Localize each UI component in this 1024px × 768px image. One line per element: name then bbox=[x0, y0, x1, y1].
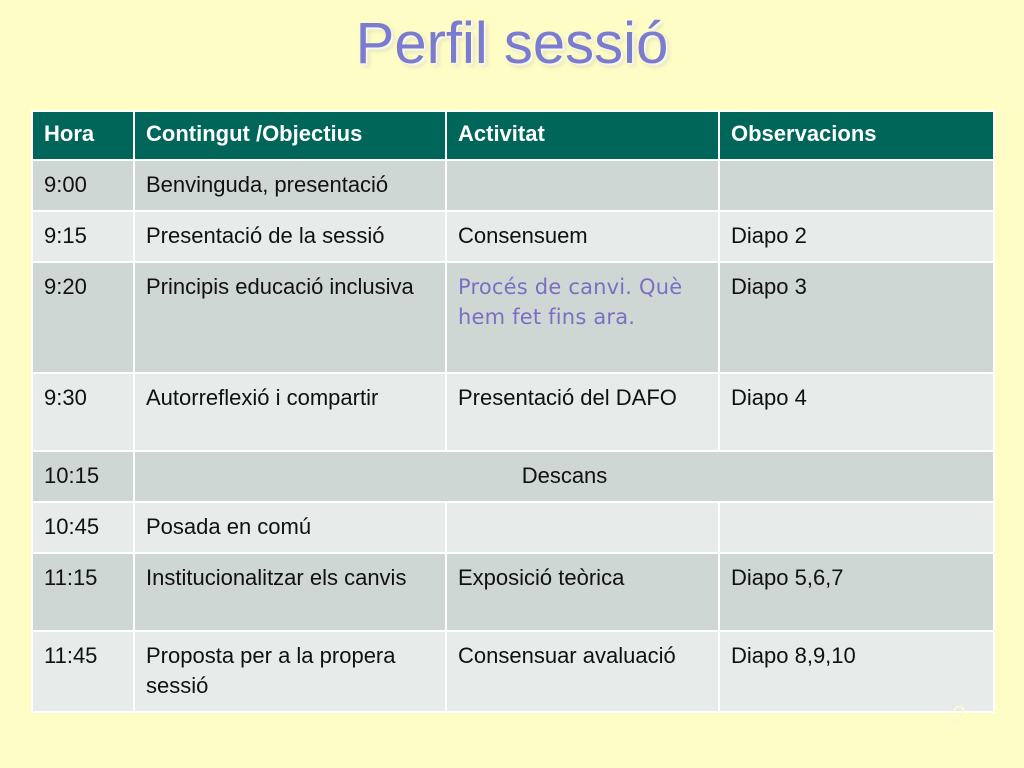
table-row bbox=[32, 373, 994, 451]
cell-contingut: Posada en comú bbox=[134, 502, 446, 553]
table-row bbox=[32, 160, 994, 211]
table-row bbox=[32, 502, 994, 553]
cell-activitat bbox=[446, 502, 719, 553]
table-row bbox=[32, 451, 994, 502]
cell-hora: 10:45 bbox=[32, 502, 134, 553]
cell-hora: 9:20 bbox=[32, 262, 134, 373]
cell-contingut: Autorreflexió i compartir bbox=[134, 373, 446, 451]
session-schedule-table bbox=[31, 110, 995, 713]
table-row bbox=[32, 262, 994, 373]
table-row bbox=[32, 211, 994, 262]
cell-hora: 9:30 bbox=[32, 373, 134, 451]
table-header-row bbox=[32, 111, 994, 160]
cell-observacions bbox=[719, 502, 994, 553]
cell-activitat: Consensuar avaluació bbox=[446, 631, 719, 712]
page-number: 2 bbox=[951, 700, 967, 730]
cell-contingut: Presentació de la sessió bbox=[134, 211, 446, 262]
cell-hora: 11:15 bbox=[32, 553, 134, 631]
cell-observacions: Diapo 8,9,10 bbox=[719, 631, 994, 712]
cell-hora: 9:15 bbox=[32, 211, 134, 262]
cell-observacions: Diapo 2 bbox=[719, 211, 994, 262]
cell-hora: 9:00 bbox=[32, 160, 134, 211]
header-activitat: Activitat bbox=[446, 111, 719, 160]
cell-hora: 10:15 bbox=[32, 451, 134, 502]
cell-activitat: Procés de canvi. Què hem fet fins ara. bbox=[446, 262, 719, 373]
header-hora: Hora bbox=[32, 111, 134, 160]
cell-contingut: Institucionalitzar els canvis bbox=[134, 553, 446, 631]
cell-contingut: Proposta per a la propera sessió bbox=[134, 631, 446, 712]
cell-observacions: Diapo 5,6,7 bbox=[719, 553, 994, 631]
cell-hora: 11:45 bbox=[32, 631, 134, 712]
cell-observacions: Diapo 3 bbox=[719, 262, 994, 373]
cell-contingut: Benvinguda, presentació bbox=[134, 160, 446, 211]
header-observacions: Observacions bbox=[719, 111, 994, 160]
cell-merged-break: Descans bbox=[134, 451, 994, 502]
cell-activitat: Consensuem bbox=[446, 211, 719, 262]
cell-observacions: Diapo 4 bbox=[719, 373, 994, 451]
table-row bbox=[32, 553, 994, 631]
cell-activitat: Presentació del DAFO bbox=[446, 373, 719, 451]
cell-contingut: Principis educació inclusiva bbox=[134, 262, 446, 373]
cell-activitat: Exposició teòrica bbox=[446, 553, 719, 631]
table-row bbox=[32, 631, 994, 712]
cell-observacions bbox=[719, 160, 994, 211]
slide-title: Perfil sessió bbox=[355, 11, 669, 76]
header-contingut: Contingut /Objectius bbox=[134, 111, 446, 160]
cell-activitat bbox=[446, 160, 719, 211]
